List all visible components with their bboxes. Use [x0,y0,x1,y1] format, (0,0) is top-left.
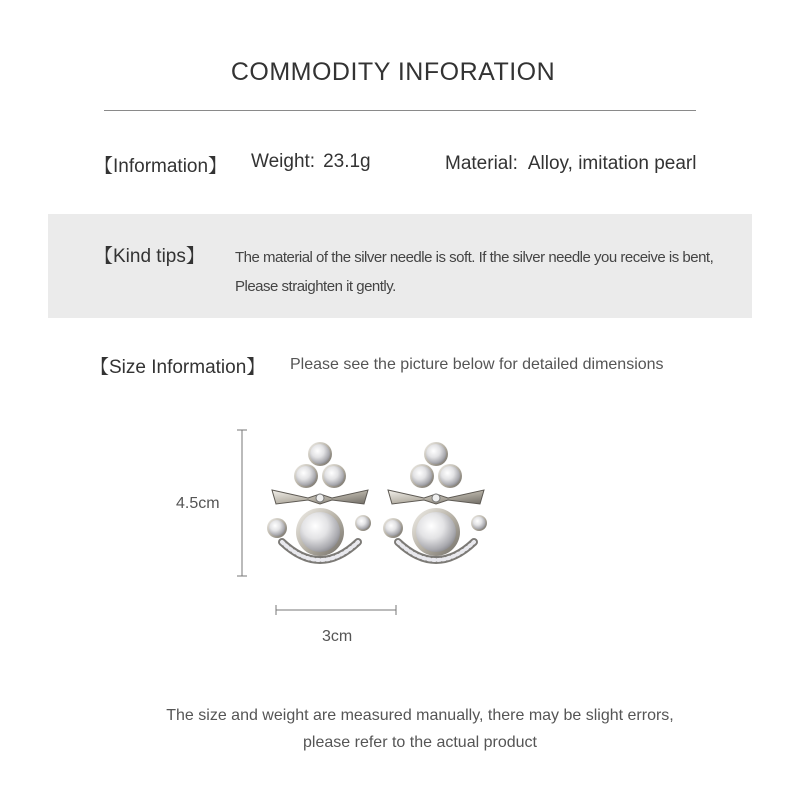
kind-tips-line-1: The material of the silver needle is soft. If the silver needle you receive is bent, [235,249,714,266]
height-dimension-label: 4.5cm [176,495,220,512]
kind-tips-line-2: Please straighten it gently. [235,278,396,295]
kind-tips-label: 【Kind tips】 [94,246,205,267]
size-information-label: 【Size Information】 [90,357,266,378]
kind-tips-text [235,243,740,301]
page-title: COMMODITY INFORATION [230,58,556,86]
width-dimension-label: 3cm [322,628,353,645]
weight-label: Weight: [251,151,316,172]
weight-value: 23.1g [323,151,371,172]
title-divider [104,110,696,111]
footer-note [0,702,800,756]
footer-note-line-2: please refer to the actual product [303,734,537,751]
material-value: Alloy, imitation pearl [527,153,697,174]
weight-field [251,151,371,173]
earring-product-image [170,420,500,630]
size-information-description: Please see the picture below for detailed dimensions [290,356,664,373]
material-label: Material: [445,153,518,174]
material-field [445,153,696,175]
footer-note-line-1: The size and weight are measured manually, there may be slight errors, [166,707,674,724]
information-label: 【Information】 [94,156,228,177]
